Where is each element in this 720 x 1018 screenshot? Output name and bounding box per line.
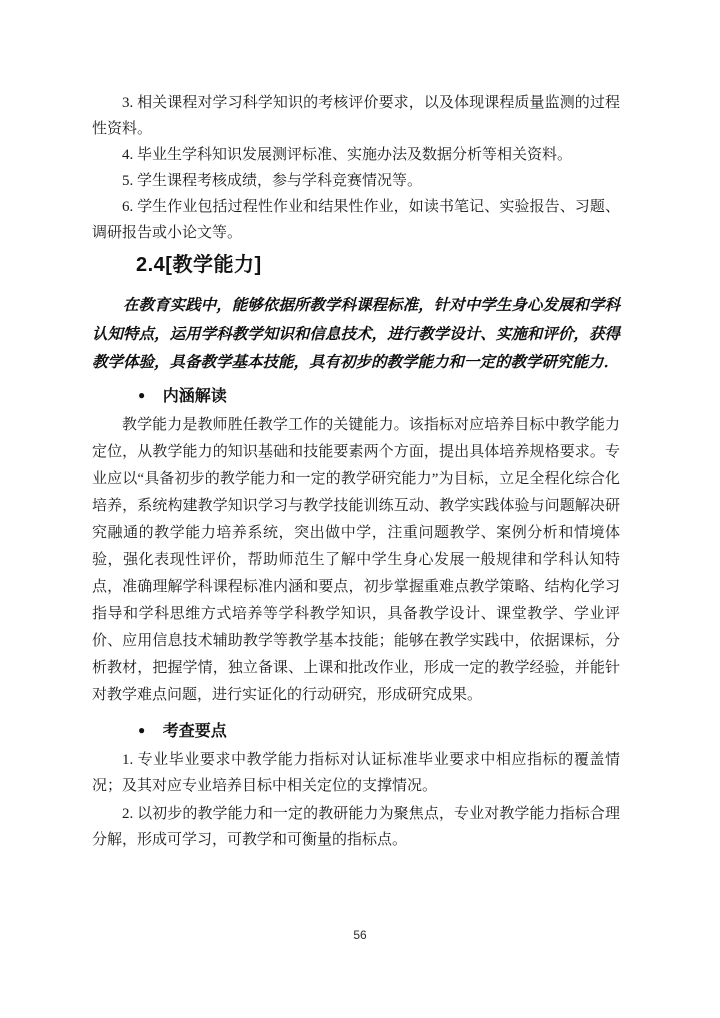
list-item: 6. 学生作业包括过程性作业和结果性作业，如读书笔记、实验报告、习题、调研报告或小论文等。 [92,199,620,241]
section-heading: 2.4[教学能力] [136,254,262,276]
examination-item: 2. 以初步的教学能力和一定的教研能力为聚焦点，专业对教学能力指标合理分解，形成可学习，可教学和可衡量的指标点。 [92,805,620,848]
page-content [92,90,620,853]
examination-label: 考查要点 [162,722,227,740]
examination-item: 1. 专业毕业要求中教学能力指标对认证标准毕业要求中相应指标的覆盖情况；及其对应专业培养目标中相关定位的支撑情况。 [92,751,620,794]
bullet-icon: ● [138,387,146,402]
connotation-label: 内涵解读 [162,387,227,405]
connotation-heading [92,382,620,410]
list-item: 3. 相关课程对学习科学知识的考核评价要求，以及体现课程质量监测的过程性资料。 [92,95,620,137]
examination-heading [92,717,620,745]
list-item: 4. 毕业生学科知识发展测评标准、实施办法及数据分析等相关资料。 [122,147,573,163]
bullet-icon: ● [138,722,146,737]
connotation-body: 教学能力是教师胜任教学工作的关键能力。该指标对应培养目标中教学能力定位，从教学能力的知识基础和技能要素两个方面，提出具体培养规格要求。专业应以“具备初步的教学能力和一定的教学研究能力”为目标，立足全程化综合化培养，系统构建教学知识学习与教学技能训练互动、教学实践体验与问题解决研究融通的教学能力培养系统，突出做中学，注重问题教学、案例分析和情境体验，强化表现性评价，帮助师范生了解中学生身心发展一般规律和学科认知特点，准确理解学科课程标准内涵和要点，初步掌握重难点教学策略、结构化学习指导和学科思维方式培养等学科教学知识，具备教学设计、课堂教学、学业评价、应用信息技术辅助教学等教学基本技能；能够在教学实践中，依据课标，分析教材，把握学情，独立备课、上课和批改作业，形成一定的教学经验，并能针对教学难点问题，进行实证化的行动研究，形成研究成果。 [92,416,620,703]
page-number: 56 [353,928,367,942]
standard-statement: 在教育实践中，能够依据所教学科课程标准，针对中学生身心发展和学科认知特点，运用学科教学知识和信息技术，进行教学设计、实施和评价，获得教学体验，具备教学基本技能，具有初步的教学能力和一定的教学研究能力． [92,297,620,371]
list-item: 5. 学生课程考核成绩，参与学科竞赛情况等。 [122,173,423,189]
